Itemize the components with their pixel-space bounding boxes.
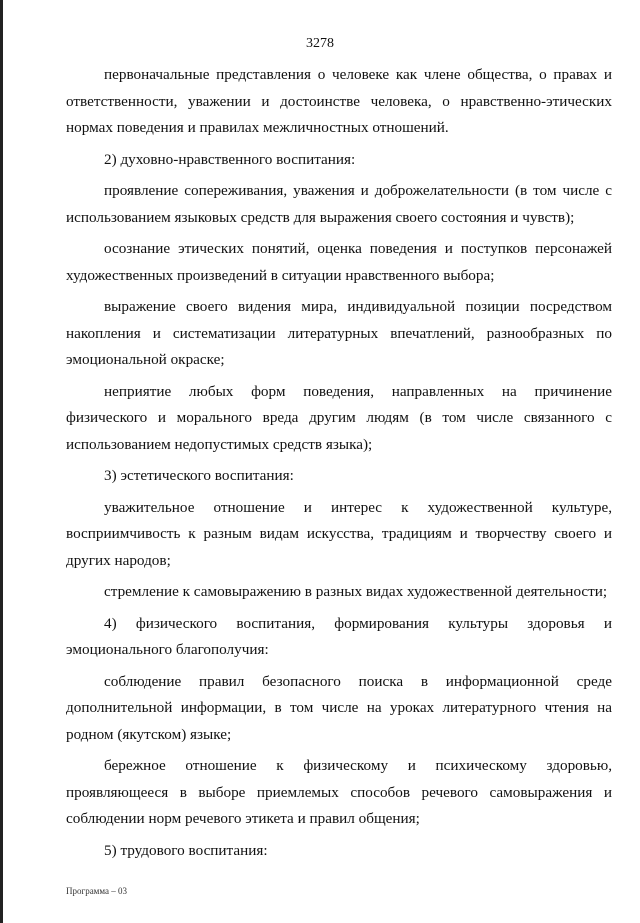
section-heading: 3) эстетического воспитания:	[104, 467, 294, 484]
page-number: 3278	[306, 36, 334, 51]
paragraph: соблюдение правил безопасного поиска в информационной среде дополнительной информации, в том числе на уроках литературного чтения на родном (якутском) языке;	[66, 672, 612, 743]
paragraph: неприятие любых форм поведения, направленных на причинение физического и морального вреда другим людям (в том числе связанного с использованием недопустимых средств языка);	[66, 382, 612, 453]
paragraph: первоначальные представления о человеке как члене общества, о правах и ответственности, уважении и достоинстве человека, о нравственно-этических нормах поведения и правилах межличностных отношений.	[66, 66, 612, 136]
page-edge	[0, 0, 3, 923]
page-footer: Программа – 03	[66, 886, 128, 896]
section-heading: 4) физического воспитания, формирования культуры здоровья и эмоционального благополучия:	[66, 614, 612, 658]
section-heading: 5) трудового воспитания:	[104, 841, 268, 859]
paragraph: стремление к самовыражению в разных видах художественной деятельности;	[104, 583, 608, 600]
document-body	[66, 62, 612, 864]
paragraph: выражение своего видения мира, индивидуальной позиции посредством накопления и систематизации литературных впечатлений, разнообразных по эмоциональной окраске;	[66, 298, 612, 368]
paragraph: проявление сопереживания, уважения и доброжелательности (в том числе с использованием языковых средств для выражения своего состояния и чувств);	[66, 182, 612, 226]
paragraph: уважительное отношение и интерес к художественной культуре, восприимчивость к разным видам искусства, традициям и творчеству своего и других народов;	[66, 498, 612, 569]
paragraph: осознание этических понятий, оценка поведения и поступков персонажей художественных произведений в ситуации нравственного выбора;	[66, 240, 612, 284]
paragraph: бережное отношение к физическому и психическому здоровью, проявляющееся в выборе приемлемых способов речевого самовыражения и соблюдении норм речевого этикета и правил общения;	[66, 757, 612, 827]
section-heading: 2) духовно-нравственного воспитания:	[104, 150, 356, 168]
